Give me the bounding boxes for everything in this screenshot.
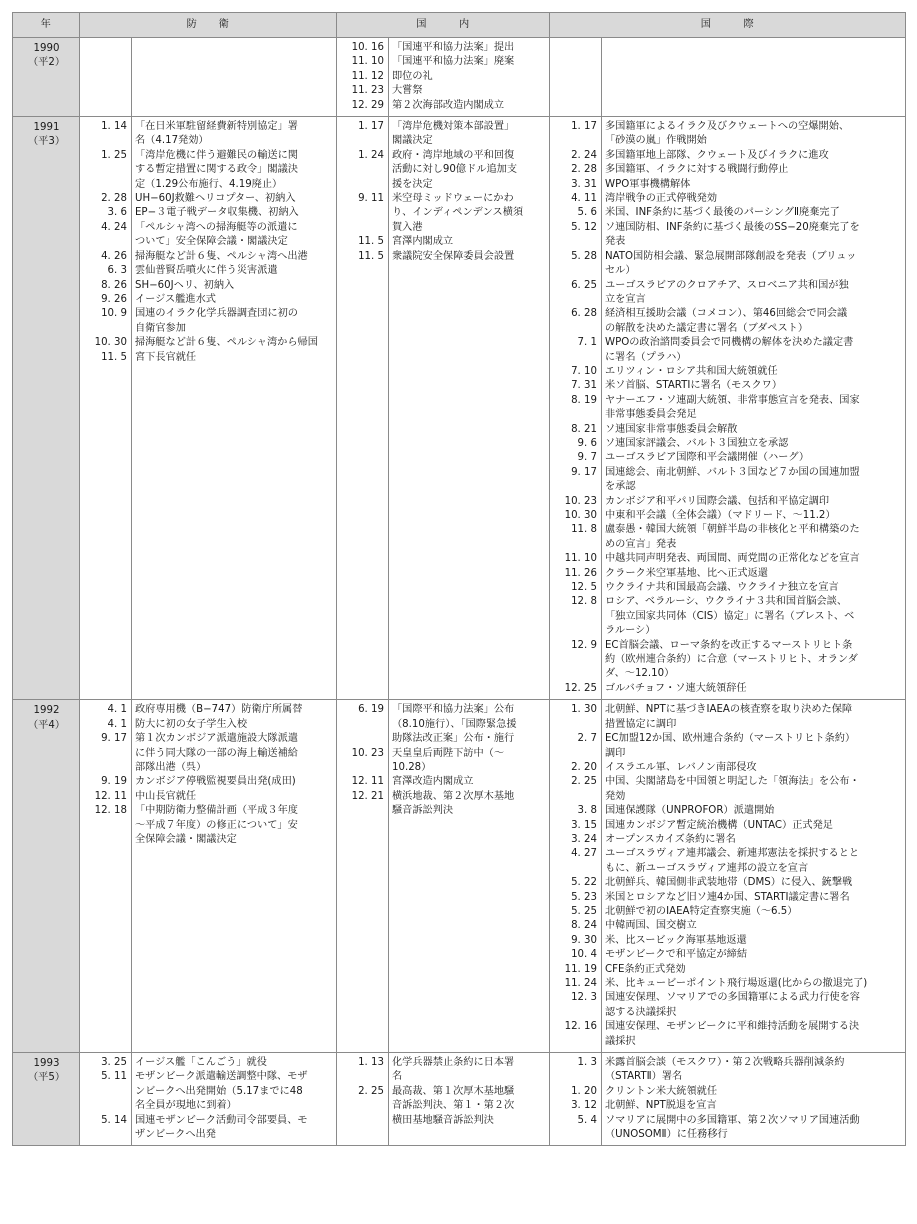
event-text-line: り、インディペンデンス横須 xyxy=(392,207,524,219)
event-text-line: 議採択 xyxy=(605,1035,636,1047)
header-row xyxy=(13,13,906,38)
event-date: 9. 26 xyxy=(101,293,127,305)
event-text-line: 音訴訟判決、第１・第２次 xyxy=(392,1100,515,1112)
domestic-events-cell xyxy=(389,1053,550,1146)
event-text-line: EC首脳会議、ローマ条約を改正するマーストリヒト条 xyxy=(605,639,853,651)
event-text-line: 名（4.17発効） xyxy=(135,135,209,147)
event-date: 2. 20 xyxy=(571,761,597,773)
event-text-line: 助隊法改正案」公布・施行 xyxy=(392,733,515,745)
event-text-line: ユーゴスラビア国際和平会議開催（ハーグ） xyxy=(605,452,810,464)
event-date: 12. 18 xyxy=(94,805,127,817)
event-date: 10. 23 xyxy=(351,747,384,759)
event-date: 3. 25 xyxy=(101,1057,127,1069)
event-text-line: NATO国防相会議、緊急展開部隊創設を発表（ブリュッ xyxy=(605,250,857,262)
event-text-line: セル） xyxy=(605,265,636,277)
event-text-line: する暫定措置に関する政令」閣議決 xyxy=(135,164,298,176)
event-text-line: 中越共同声明発表、両国間、両党間の正常化などを宣言 xyxy=(605,553,860,565)
event-text-line: WPO軍事機構解体 xyxy=(605,178,691,190)
defense-events-cell xyxy=(132,117,337,700)
event-text-line: 部隊出港（呉） xyxy=(135,761,207,773)
year-cell xyxy=(13,700,80,1053)
event-date: 5. 28 xyxy=(571,250,597,262)
event-text-line: 最高裁、第１次厚木基地騒 xyxy=(392,1085,515,1097)
event-text-line: 援を決定 xyxy=(392,178,433,190)
event-text-line: 国連保護隊（UNPROFOR）派遣開始 xyxy=(605,805,775,817)
event-text-line: ソ連国家評議会、バルト３国独立を承認 xyxy=(605,437,789,449)
event-text-line: 調印 xyxy=(605,747,626,759)
event-text-line: の解散を決めた議定書に署名（ブダペスト） xyxy=(605,322,809,334)
header-year: 年 xyxy=(13,13,80,38)
table-body xyxy=(13,38,906,1146)
event-text-line: 掃海艇など計６隻、ペルシャ湾へ出港 xyxy=(135,250,308,262)
event-date: 8. 19 xyxy=(571,394,597,406)
event-text-line: 多国籍軍、イラクに対する戦闘行動停止 xyxy=(605,164,789,176)
event-date: 9. 17 xyxy=(101,733,127,745)
event-text-line: 〜平成７年度）の修正について」安 xyxy=(135,819,298,831)
event-date: 6. 25 xyxy=(571,279,597,291)
event-text-line: ソマリアに展開中の多国籍軍、第２次ソマリア国連活動 xyxy=(605,1114,860,1126)
event-text-line: 国連安保理、ソマリアでの多国籍軍による武力行使を容 xyxy=(605,992,860,1004)
event-date: 3. 15 xyxy=(571,819,597,831)
chronology-table xyxy=(12,12,906,1146)
event-date: 10. 30 xyxy=(564,510,597,521)
year-row-1991 xyxy=(13,117,906,700)
event-date: 2. 28 xyxy=(571,164,597,176)
event-date: 8. 24 xyxy=(571,920,597,932)
international-events-cell xyxy=(602,38,906,117)
event-date: 1. 30 xyxy=(571,704,597,716)
domestic-events-cell xyxy=(389,38,550,117)
international-dates-cell xyxy=(550,1053,602,1146)
event-text-line: に伴う同大隊の一部の海上輸送補給 xyxy=(135,747,298,759)
event-text-line: 10.28） xyxy=(392,761,432,773)
event-text-line: 国連安保理、モザンビークに平和維持活動を展開する決 xyxy=(605,1021,860,1033)
event-text-line: 政府専用機（B−747）防衛庁所属替 xyxy=(135,704,303,716)
event-text-line: 宮澤改造内閣成立 xyxy=(392,776,474,788)
event-date: 2. 7 xyxy=(577,733,597,745)
event-date: 12. 11 xyxy=(351,776,384,788)
event-text-line: 米露首脳会談（モスクワ）・第２次戦略兵器削減条約 xyxy=(605,1057,845,1069)
international-events-cell xyxy=(602,1053,906,1146)
event-date: 2. 25 xyxy=(358,1085,384,1097)
year-cell xyxy=(13,117,80,700)
year-label: 1991 xyxy=(33,122,60,134)
event-text-line: 北朝鮮、NPT脱退を宣言 xyxy=(605,1100,717,1112)
event-text-line: 第１次カンボジア派遣施設大隊派遣 xyxy=(135,733,298,745)
event-text-line: オープンスカイズ条約に署名 xyxy=(605,833,736,845)
event-text-line: 宮下長官就任 xyxy=(135,351,197,363)
event-date: 1. 24 xyxy=(358,149,384,161)
event-text-line: 賀入港 xyxy=(392,221,423,233)
event-date: 11. 8 xyxy=(571,524,597,536)
event-text-line: 国連のイラク化学兵器調査団に初の xyxy=(135,308,298,320)
year-row-1992 xyxy=(13,700,906,1053)
event-text-line: モザンビークで和平協定が締結 xyxy=(605,949,748,961)
event-text-line: 「国連平和協力法案」廃案 xyxy=(392,56,515,68)
defense-dates-cell xyxy=(80,700,132,1053)
event-text-line: ついて」安全保障会議・閣議決定 xyxy=(135,236,288,248)
event-text-line: 約（欧州連合条約）に合意（マーストリヒト、オランダ xyxy=(605,654,858,666)
event-date: 1. 14 xyxy=(101,121,127,133)
event-text-line: 定（1.29公布施行、4.19廃止） xyxy=(135,178,283,190)
event-text-line: ザンビークへ出発 xyxy=(135,1129,216,1141)
event-date: 11. 19 xyxy=(564,963,597,975)
event-text-line: を承認 xyxy=(605,481,636,493)
event-text-line: ンビークへ出発開始（5.17までに48 xyxy=(135,1085,303,1097)
event-date: 10. 9 xyxy=(101,308,127,320)
year-cell xyxy=(13,1053,80,1146)
domestic-dates-cell xyxy=(337,700,389,1053)
defense-events-cell xyxy=(132,1053,337,1146)
era-label: （平3） xyxy=(27,136,66,148)
event-text-line: 米国、INF条約に基づく最後のパーシングⅡ廃棄完了 xyxy=(605,207,840,219)
international-dates-cell xyxy=(550,700,602,1053)
event-date: 7. 10 xyxy=(571,365,597,377)
event-text-line: SH−60Jヘリ、初納入 xyxy=(135,279,235,291)
event-date: 12. 9 xyxy=(571,639,597,651)
event-text-line: （UNOSOMⅡ）に任務移行 xyxy=(605,1129,728,1141)
event-date: 12. 3 xyxy=(571,992,597,1004)
event-date: 12. 5 xyxy=(571,582,597,594)
header-defense: 防 衛 xyxy=(80,13,337,38)
event-date: 5. 25 xyxy=(571,905,597,917)
event-text-line: ダ、〜12.10） xyxy=(605,668,675,680)
event-date: 3. 8 xyxy=(577,805,597,817)
event-text-line: 名 xyxy=(392,1071,403,1083)
event-text-line: 「砂漠の嵐」作戦開始 xyxy=(605,135,707,147)
era-label: （平4） xyxy=(27,719,66,731)
domestic-dates-cell xyxy=(337,38,389,117)
event-text-line: ヤナーエフ・ソ連副大統領、非常事態宣言を発表、国家 xyxy=(605,394,860,406)
event-date: 10. 16 xyxy=(351,42,384,53)
event-text-line: CFE条約正式発効 xyxy=(605,963,686,975)
event-text-line: 米、比スービック海軍基地返還 xyxy=(605,934,747,946)
event-text-line: 化学兵器禁止条約に日本署 xyxy=(392,1057,515,1069)
event-text-line: 「湾岸危機対策本部設置」 xyxy=(392,121,515,133)
event-date: 3. 24 xyxy=(571,833,597,845)
event-date: 10. 4 xyxy=(571,949,597,961)
event-date: 8. 26 xyxy=(101,279,127,291)
event-date: 4. 26 xyxy=(101,250,127,262)
event-date: 5. 6 xyxy=(577,207,597,219)
event-text-line: 「国際平和協力法案」公布 xyxy=(392,704,515,716)
event-text-line: クラーク米空軍基地、比へ正式返還 xyxy=(605,567,768,579)
event-text-line: カンボジア停戦監視要員出発(成田) xyxy=(135,776,296,788)
event-date: 9. 7 xyxy=(577,452,597,464)
defense-events-cell xyxy=(132,700,337,1053)
event-text-line: 中山長官就任 xyxy=(135,790,197,802)
event-text-line: 大嘗祭 xyxy=(392,85,423,97)
event-text-line: 騒音訴訟判決 xyxy=(392,805,454,817)
event-date: 5. 14 xyxy=(101,1114,127,1126)
event-text-line: 全保障会議・閣議決定 xyxy=(135,833,237,845)
event-text-line: カンボジア和平パリ国際会議、包括和平協定調印 xyxy=(605,495,830,507)
event-date: 11. 26 xyxy=(564,567,597,579)
event-text-line: ユーゴスラヴィア連邦議会、新連邦憲法を採択するとと xyxy=(605,848,860,860)
event-date: 4. 24 xyxy=(101,221,127,233)
event-date: 2. 25 xyxy=(571,776,597,788)
era-label: （平2） xyxy=(27,57,66,69)
year-label: 1990 xyxy=(33,43,60,54)
event-text-line: 「国連平和協力法案」提出 xyxy=(392,42,515,53)
event-text-line: ユーゴスラビアのクロアチア、スロベニア共和国が独 xyxy=(605,279,849,291)
event-text-line: 発表 xyxy=(605,236,626,248)
event-date: 3. 12 xyxy=(571,1100,597,1112)
event-text-line: 自衛官参加 xyxy=(135,322,186,334)
event-date: 1. 13 xyxy=(358,1057,384,1069)
event-text-line: 非常事態委員会発足 xyxy=(605,409,697,421)
header-international: 国 際 xyxy=(550,13,906,38)
event-text-line: EC加盟12か国、欧州連合条約（マーストリヒト条約） xyxy=(605,733,856,745)
event-text-line: （STARTⅡ）署名 xyxy=(605,1071,683,1083)
event-date: 11. 24 xyxy=(564,978,597,989)
domestic-dates-cell xyxy=(337,1053,389,1146)
event-text-line: エリツィン・ロシア共和国大統領就任 xyxy=(605,365,778,377)
event-text-line: 米空母ミッドウェーにかわ xyxy=(392,193,514,205)
event-date: 12. 8 xyxy=(571,596,597,608)
event-text-line: 北朝鮮兵、韓国側非武装地帯（DMS）に侵入、銃撃戦 xyxy=(605,877,853,889)
event-date: 12. 21 xyxy=(351,790,384,802)
event-text-line: ゴルバチョフ・ソ連大統領辞任 xyxy=(605,682,747,694)
event-date: 12. 29 xyxy=(351,99,384,111)
defense-dates-cell xyxy=(80,1053,132,1146)
year-row-1990 xyxy=(13,38,906,117)
event-date: 1. 25 xyxy=(101,149,127,161)
event-text-line: 発効 xyxy=(605,790,626,802)
event-text-line: 経済相互援助会議（コメコン）、第46回総会で同会議 xyxy=(605,308,848,320)
event-text-line: モザンビーク派遣輸送調整中隊、モザ xyxy=(135,1071,308,1083)
event-text-line: 雲仙普賢岳噴火に伴う災害派遣 xyxy=(135,265,278,277)
year-cell xyxy=(13,38,80,117)
event-date: 1. 17 xyxy=(571,121,597,133)
event-date: 5. 11 xyxy=(101,1071,127,1083)
event-text-line: 活動に対し90億ドル追加支 xyxy=(392,164,518,176)
event-date: 3. 6 xyxy=(107,207,127,219)
header-domestic: 国 内 xyxy=(337,13,550,38)
event-date: 11. 10 xyxy=(564,553,597,565)
international-dates-cell xyxy=(550,117,602,700)
event-text-line: 閣議決定 xyxy=(392,135,433,147)
domestic-dates-cell xyxy=(337,117,389,700)
event-date: 9. 30 xyxy=(571,934,597,946)
era-label: （平5） xyxy=(27,1072,66,1084)
event-text-line: 「中期防衛力整備計画（平成３年度 xyxy=(135,805,298,817)
event-text-line: イージス艦「こんごう」就役 xyxy=(135,1057,267,1069)
international-events-cell xyxy=(602,700,906,1053)
event-text-line: 「独立国家共同体（CIS）協定」に署名（ブレスト、ベ xyxy=(605,610,855,622)
event-date: 9. 17 xyxy=(571,466,597,478)
event-date: 1. 20 xyxy=(571,1085,597,1097)
event-text-line: 中韓両国、国交樹立 xyxy=(605,920,697,932)
event-date: 11. 23 xyxy=(351,85,384,97)
event-text-line: WPOの政治諮問委員会で同機構の解体を決めた議定書 xyxy=(605,337,854,349)
event-text-line: 立を宣言 xyxy=(605,293,646,305)
event-text-line: ラルーシ） xyxy=(605,625,656,637)
event-text-line: 「在日米軍駐留経費新特別協定」署 xyxy=(135,121,298,133)
event-date: 4. 1 xyxy=(107,704,127,716)
event-text-line: ソ連国家非常事態委員会解散 xyxy=(605,423,738,435)
event-date: 8. 21 xyxy=(571,423,597,435)
event-date: 7. 31 xyxy=(571,380,597,392)
event-date: 5. 23 xyxy=(571,891,597,903)
event-text-line: めの宣言」発表 xyxy=(605,538,677,550)
event-date: 10. 30 xyxy=(94,337,127,349)
event-text-line: （8.10施行）、「国際緊急援 xyxy=(392,718,517,730)
event-text-line: 「ペルシャ湾への掃海艇等の派遣に xyxy=(135,221,298,233)
event-text-line: 名全員が現地に到着） xyxy=(135,1100,237,1112)
event-date: 12. 25 xyxy=(564,682,597,694)
event-date: 5. 22 xyxy=(571,877,597,889)
event-text-line: 天皇皇后両陛下訪中（〜 xyxy=(392,747,505,759)
event-date: 6. 3 xyxy=(107,265,127,277)
event-text-line: 横浜地裁、第２次厚木基地 xyxy=(392,790,515,802)
event-text-line: 米、比キュービーポイント飛行場返還(比からの撤退完了) xyxy=(605,978,868,989)
event-date: 11. 5 xyxy=(358,250,384,262)
event-text-line: 掃海艇など計６隻、ペルシャ湾から帰国 xyxy=(135,337,318,349)
event-date: 11. 10 xyxy=(351,56,384,68)
year-label: 1993 xyxy=(33,1058,60,1070)
event-date: 12. 11 xyxy=(94,790,127,802)
event-text-line: ロシア、ベラルーシ、ウクライナ３共和国首脳会談、 xyxy=(605,596,848,608)
event-date: 1. 3 xyxy=(577,1057,597,1069)
event-text-line: イスラエル軍、レバノン南部侵攻 xyxy=(605,761,757,773)
event-text-line: EP−３電子戦データ収集機、初納入 xyxy=(135,207,299,219)
event-text-line: 防大に初の女子学生入校 xyxy=(135,718,248,730)
event-text-line: ソ連国防相、INF条約に基づく最後のSS−20廃棄完了を xyxy=(605,221,860,233)
event-text-line: に署名（プラハ） xyxy=(605,351,687,363)
domestic-events-cell xyxy=(389,117,550,700)
event-date: 3. 31 xyxy=(571,178,597,190)
event-date: 11. 5 xyxy=(101,351,127,363)
year-label: 1992 xyxy=(33,705,60,717)
defense-dates-cell xyxy=(80,38,132,117)
event-text-line: イージス艦進水式 xyxy=(135,293,216,305)
event-text-line: 米国とロシアなど旧ソ連4か国、STARTⅠ議定書に署名 xyxy=(605,891,850,903)
event-text-line: 多国籍軍によるイラク及びクウェートへの空爆開始、 xyxy=(605,121,850,133)
event-text-line: 盧泰愚・韓国大統領「朝鮮半島の非核化と平和構築のた xyxy=(605,524,860,536)
event-date: 5. 4 xyxy=(577,1114,597,1126)
event-text-line: 多国籍軍地上部隊、クウェート及びイラクに進攻 xyxy=(605,149,829,161)
event-text-line: 国連カンボジア暫定統治機構（UNTAC）正式発足 xyxy=(605,819,833,831)
event-text-line: ウクライナ共和国最高会議、ウクライナ独立を宣言 xyxy=(605,582,839,594)
event-text-line: 横田基地騒音訴訟判決 xyxy=(392,1114,494,1126)
event-date: 5. 12 xyxy=(571,221,597,233)
event-text-line: 中国、尖閣諸島を中国領と明記した「領海法」を公布・ xyxy=(605,776,860,788)
domestic-events-cell xyxy=(389,700,550,1053)
event-date: 6. 28 xyxy=(571,308,597,320)
event-text-line: 即位の礼 xyxy=(392,70,433,82)
event-date: 11. 12 xyxy=(351,70,384,82)
event-text-line: クリントン米大統領就任 xyxy=(605,1085,718,1097)
event-date: 7. 1 xyxy=(577,337,597,349)
event-text-line: 国連モザンビーク活動司令部要員、モ xyxy=(135,1114,308,1126)
event-date: 2. 24 xyxy=(571,149,597,161)
event-date: 11. 5 xyxy=(358,236,384,248)
event-date: 2. 28 xyxy=(101,193,127,205)
event-text-line: もに、新ユーゴスラヴィア連邦の設立を宣言 xyxy=(605,862,809,874)
event-date: 6. 19 xyxy=(358,704,384,716)
year-row-1993 xyxy=(13,1053,906,1146)
event-date: 9. 19 xyxy=(101,776,127,788)
event-text-line: 政府・湾岸地域の平和回復 xyxy=(392,149,515,161)
event-text-line: 北朝鮮で初のIAEA特定査察実施（〜6.5） xyxy=(605,905,798,917)
event-text-line: 宮澤内閣成立 xyxy=(392,236,454,248)
international-events-cell xyxy=(602,117,906,700)
event-text-line: 認する決議採択 xyxy=(605,1006,677,1018)
event-text-line: 湾岸戦争の正式停戦発効 xyxy=(605,193,718,205)
event-text-line: UH−60J救難ヘリコプター、初納入 xyxy=(135,193,296,205)
event-text-line: 北朝鮮、NPTに基づきIAEAの核査察を取り決めた保障 xyxy=(605,704,853,716)
defense-dates-cell xyxy=(80,117,132,700)
defense-events-cell xyxy=(132,38,337,117)
event-text-line: 措置協定に調印 xyxy=(605,718,677,730)
event-date: 4. 27 xyxy=(571,848,597,860)
event-date: 9. 6 xyxy=(577,437,597,449)
event-text-line: 中東和平会議（全体会議）（マドリード、〜11.2） xyxy=(605,510,836,521)
event-date: 1. 17 xyxy=(358,121,384,133)
event-text-line: 衆議院安全保障委員会設置 xyxy=(392,250,515,262)
event-text-line: 第２次海部改造内閣成立 xyxy=(392,99,505,111)
event-date: 4. 11 xyxy=(571,193,597,205)
event-date: 12. 16 xyxy=(564,1021,597,1033)
event-date: 4. 1 xyxy=(107,718,127,730)
event-text-line: 国連総会、南北朝鮮、バルト３国など７か国の国連加盟 xyxy=(605,466,860,478)
event-text-line: 米ソ首脳、STARTⅠに署名（モスクワ） xyxy=(605,380,783,392)
event-date: 9. 11 xyxy=(358,193,384,205)
event-text-line: 「湾岸危機に伴う避難民の輸送に関 xyxy=(135,149,298,161)
event-date: 10. 23 xyxy=(564,495,597,507)
international-dates-cell xyxy=(550,38,602,117)
